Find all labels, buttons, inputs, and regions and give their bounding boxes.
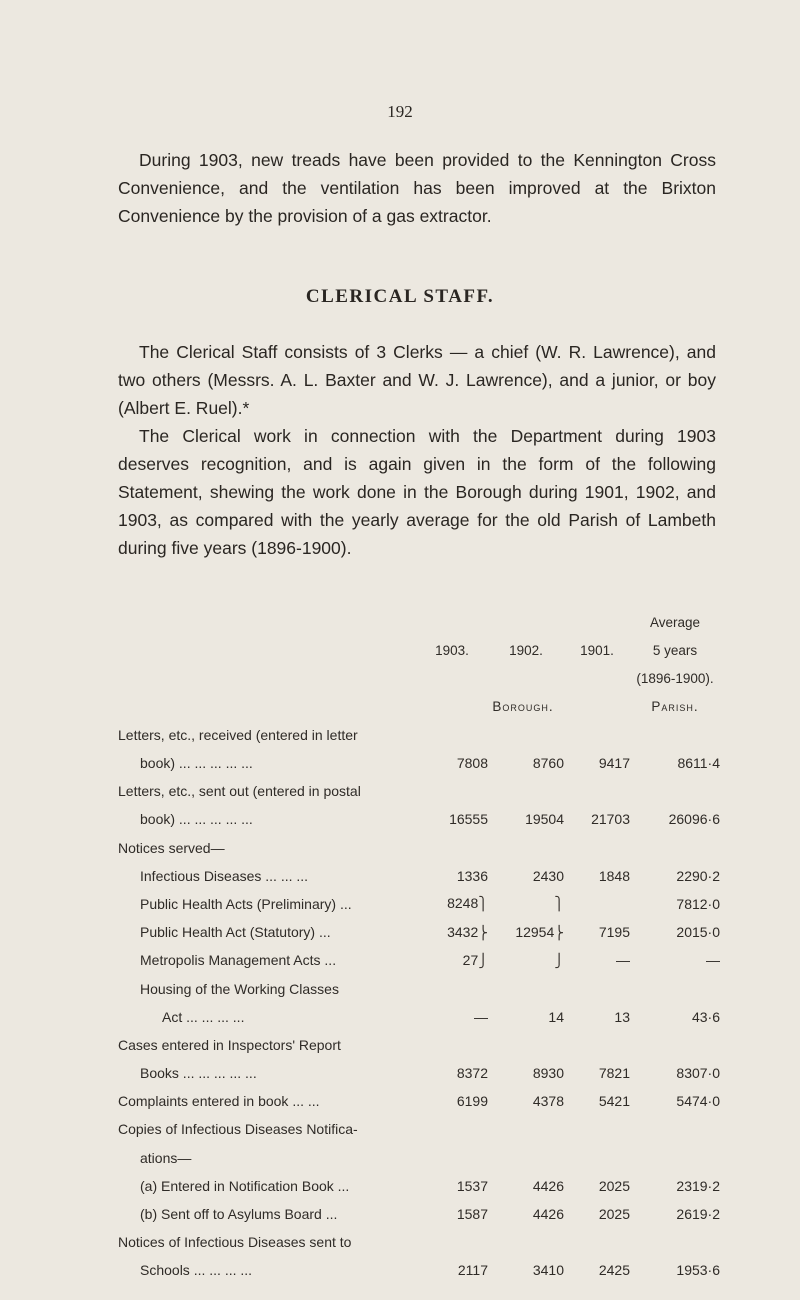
table-row xyxy=(118,1200,720,1228)
page-number: 192 xyxy=(387,102,413,121)
row-label: ations— xyxy=(140,1149,192,1166)
brace-middle-icon: ⎬ xyxy=(554,925,564,941)
staff-paragraph: The Clerical Staff consists of 3 Clerks — a chief (W. R. Lawrence), and two others (Messrs. A. L. Baxter and W. J. Lawrence), and a junior, or boy (Albert E. Ruel).* xyxy=(118,342,716,418)
header-1902: 1902. xyxy=(509,642,543,658)
table-row xyxy=(118,862,720,890)
cell-value: 2025 xyxy=(598,1206,630,1223)
cell-value: 1587 xyxy=(456,1206,488,1223)
row-label: Letters, etc., sent out (entered in postal xyxy=(118,783,361,800)
row-label: Public Health Act (Statutory) ... xyxy=(140,924,331,941)
cell-value: 8930 xyxy=(532,1065,564,1082)
header-borough: Borough. xyxy=(492,699,554,715)
table-row xyxy=(118,749,720,777)
row-label: Complaints entered in book ... ... xyxy=(118,1093,320,1110)
brace-top-icon: ⎫ xyxy=(478,897,488,913)
table-row xyxy=(118,1059,720,1087)
cell-value xyxy=(488,918,564,946)
table-row xyxy=(118,1031,720,1059)
header-1901: 1901. xyxy=(580,642,614,658)
cell-value: 6199 xyxy=(456,1093,488,1110)
table-row xyxy=(118,890,720,918)
table-row xyxy=(118,1003,720,1031)
row-label: (a) Entered in Notification Book ... xyxy=(140,1177,350,1194)
brace-bottom-icon: ⎭ xyxy=(554,953,564,969)
cell-value: 1336 xyxy=(456,867,488,884)
cell-value: 1848 xyxy=(598,867,630,884)
cell-empty xyxy=(488,946,564,974)
header-years-range: (1896-1900). xyxy=(636,670,714,686)
table-row xyxy=(118,777,720,805)
header-1903: 1903. xyxy=(435,642,469,658)
table-row xyxy=(118,1087,720,1115)
row-label: Public Health Acts (Preliminary) ... xyxy=(140,895,352,912)
cell-value: 2290·2 xyxy=(676,867,720,884)
header-row-4 xyxy=(118,693,720,721)
table-row xyxy=(118,918,720,946)
cell-value: 2430 xyxy=(532,867,564,884)
cell-value: 26096·6 xyxy=(668,811,720,828)
cell-value: 21703 xyxy=(591,811,630,828)
row-label: Housing of the Working Classes xyxy=(140,980,339,997)
cell-value: 43·6 xyxy=(691,1008,720,1025)
cell-value: — xyxy=(706,952,720,969)
cell-value: 19504 xyxy=(525,811,564,828)
cell-value: 1537 xyxy=(456,1177,488,1194)
table-row xyxy=(118,1228,720,1256)
header-row-3 xyxy=(118,664,720,692)
cell-value: 9417 xyxy=(598,755,630,772)
cell-value xyxy=(416,890,488,918)
cell-value: 5474·0 xyxy=(676,1093,720,1110)
header-average: Average xyxy=(649,614,701,630)
cell-value: 14 xyxy=(548,1008,564,1025)
cell-value: 7812·0 xyxy=(676,895,720,912)
brace-bottom-icon: ⎭ xyxy=(478,953,488,969)
cell-value: 1953·6 xyxy=(676,1262,720,1279)
cell-value: 2619·2 xyxy=(676,1206,720,1223)
intro-paragraph: During 1903, new treads have been provided to the Kennington Cross Convenience, and the ventilation has been improved at the Brixton Convenience by the provision of a gas extractor. xyxy=(118,150,716,226)
row-label: Cases entered in Inspectors' Report xyxy=(118,1036,341,1053)
row-label: Copies of Infectious Diseases Notifica- xyxy=(118,1121,358,1138)
table-row xyxy=(118,834,720,862)
header-row-2 xyxy=(118,636,720,664)
value-text: 3432 xyxy=(447,923,479,940)
cell-value: 8611·4 xyxy=(677,755,720,772)
cell-value: 2117 xyxy=(457,1262,488,1279)
table-row xyxy=(118,1172,720,1200)
cell-value: 7808 xyxy=(456,755,488,772)
row-label: (b) Sent off to Asylums Board ... xyxy=(140,1206,338,1223)
table-row xyxy=(118,721,720,749)
cell-value: 5421 xyxy=(598,1093,630,1110)
cell-value: 2025 xyxy=(598,1177,630,1194)
cell-value: 4426 xyxy=(532,1206,564,1223)
cell-value: 7195 xyxy=(598,924,630,941)
cell-value: — xyxy=(474,1008,488,1025)
cell-value: 2015·0 xyxy=(676,924,720,941)
cell-value: 2425 xyxy=(598,1262,630,1279)
cell-value: 3410 xyxy=(532,1262,564,1279)
work-paragraph: The Clerical work in connection with the Department during 1903 deserves recognition, and is again given in the form of the following Statement, shewing the work done in the Borough during 1901, 1902, and 1903, as compared with the yearly average for the old Parish of Lambeth during five years (1896-1900). xyxy=(118,426,716,558)
cell-value xyxy=(416,946,488,974)
value-text: 12954 xyxy=(515,923,555,940)
cell-value: 8372 xyxy=(456,1065,488,1082)
row-label: Books ... ... ... ... ... xyxy=(140,1065,257,1082)
cell-value: 4426 xyxy=(532,1177,564,1194)
cell-value: 8760 xyxy=(532,755,564,772)
header-5-years: 5 years xyxy=(652,642,698,658)
cell-value: — xyxy=(616,952,630,969)
cell-value: 16555 xyxy=(449,811,488,828)
row-label: Notices served— xyxy=(118,839,225,856)
cell-value: 8307·0 xyxy=(676,1065,720,1082)
header-parish: Parish. xyxy=(651,699,699,715)
statistics-table xyxy=(118,608,720,1285)
cell-value: 2319·2 xyxy=(676,1177,720,1194)
cell-empty xyxy=(488,890,564,918)
cell-value xyxy=(416,918,488,946)
header-row-1 xyxy=(118,608,720,636)
row-label: Metropolis Management Acts ... xyxy=(140,952,337,969)
row-label: book) ... ... ... ... ... xyxy=(140,755,253,772)
table-row xyxy=(118,1144,720,1172)
table-row xyxy=(118,805,720,833)
table-row xyxy=(118,974,720,1002)
row-label: Letters, etc., received (entered in letter xyxy=(118,726,358,743)
cell-value: 13 xyxy=(614,1008,630,1025)
cell-value: 7821 xyxy=(598,1065,630,1082)
table-row xyxy=(118,946,720,974)
brace-middle-icon: ⎬ xyxy=(478,925,488,941)
row-label: Act ... ... ... ... xyxy=(162,1008,245,1025)
row-label: Infectious Diseases ... ... ... xyxy=(140,867,309,884)
section-heading: CLERICAL STAFF. xyxy=(305,286,495,307)
row-label: Notices of Infectious Diseases sent to xyxy=(118,1234,352,1251)
row-label: book) ... ... ... ... ... xyxy=(140,811,253,828)
cell-value: 4378 xyxy=(532,1093,564,1110)
brace-top-icon: ⎫ xyxy=(554,897,564,913)
table-row xyxy=(118,1115,720,1143)
value-text: 27 xyxy=(462,951,479,968)
table-row xyxy=(118,1256,720,1284)
value-text: 8248 xyxy=(447,895,479,912)
row-label: Schools ... ... ... ... xyxy=(140,1262,253,1279)
